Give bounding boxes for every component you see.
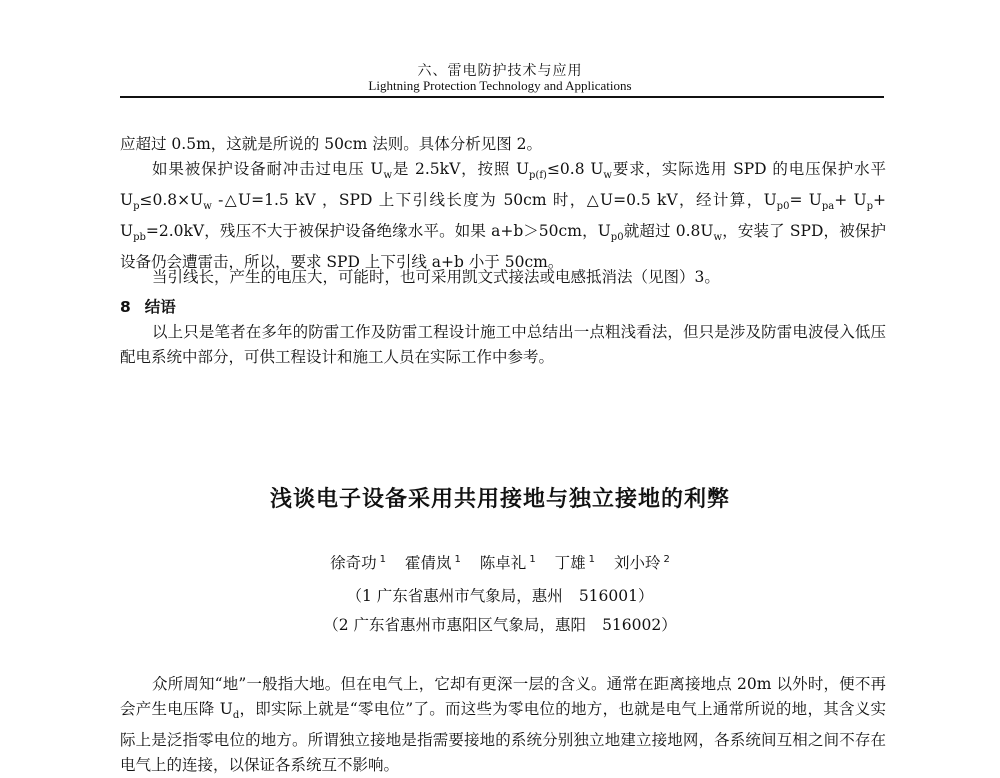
article-title: 浅谈电子设备采用共用接地与独立接地的利弊	[269, 487, 730, 512]
author-list	[0, 551, 1000, 573]
running-header-cn: 六、雷电防护技术与应用	[417, 63, 583, 79]
author: 丁雄 $^1$	[554, 553, 596, 572]
affiliation-1: （1 广东省惠州市气象局，惠州 516001）	[346, 587, 654, 605]
prev-paragraph-4: 以上只是笔者在多年的防雷工作及防雷工程设计施工中总结出一点粗浅看法，但只是涉及防雷电波侵入低压配电系统中部分，可供工程设计和施工人员在实际工作中参考。	[120, 323, 886, 366]
prev-paragraph-1: 应超过 0.5m，这就是所说的 50cm 法则。具体分析见图 2。	[120, 135, 543, 153]
prev-paragraph-3: 当引线长，产生的电压大，可能时，也可采用凯文式接法或电感抵消法（见图）3。	[152, 268, 720, 286]
section-title: 结语	[144, 298, 176, 316]
running-header-en: Lightning Protection Technology and Applications	[368, 78, 632, 93]
section-number: 8	[120, 298, 131, 316]
author: 霍倩岚 $^1$	[404, 553, 461, 572]
affiliation-2: （2 广东省惠州市惠阳区气象局，惠阳 516002）	[323, 616, 677, 634]
prev-paragraph-2: 如果被保护设备耐冲击过电压 $U_w$是 2.5kV，按照 $U_{p(f)}\le 0.8$ $U_w$要求，实际选用 SPD 的电压保护水平 $U_p\le 0.8\times U_w$ -△U=1.5 kV ，SPD 上下引线长度为 50cm 时，△U=0.5 kV，经计算，$U_{p0}= U_{pa}+ U_p+ U_{pb}=2.0kV$，残压不大于被保护设备绝缘水平。如果 a+b＞50cm，$U_{p0}$就超过 $0.8U_w$，安装了 SPD，被保护设备仍会遭雷击，所以，要求 SPD 上下引线 a+b 小于 50cm。	[120, 160, 887, 272]
author: 刘小玲 $^2$	[613, 553, 670, 572]
section-heading	[120, 295, 176, 317]
article-body-paragraph: 众所周知“地”一般指大地。但在电气上，它却有更深一层的含义。通常在距离接地点 20m 以外时，便不再会产生电压降 $U_d$，即实际上就是“零电位”了。而这些为零电位的地方，也就是电气上通常所说的地，其含义实际上是泛指零电位的地方。所谓独立接地是指需要接地的系统分别独立地建立接地网，各系统间互相之间不存在电气上的连接，以保证各系统互不影响。	[120, 675, 886, 775]
author: 徐奇功 $^1$	[330, 553, 387, 572]
header-rule	[120, 96, 884, 98]
author: 陈卓礼 $^1$	[479, 553, 536, 572]
